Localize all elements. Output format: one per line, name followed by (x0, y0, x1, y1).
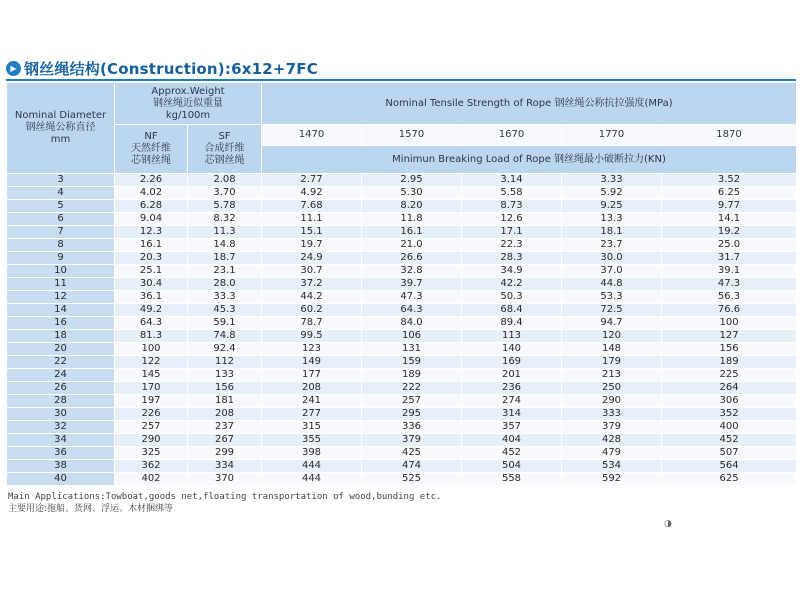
weight-cell: 122 (115, 356, 188, 369)
weight-cell: 2.08 (188, 174, 262, 187)
load-cell: 106 (362, 330, 462, 343)
load-cell: 94.7 (562, 317, 662, 330)
weight-cell: 208 (188, 408, 262, 421)
load-cell: 333 (562, 408, 662, 421)
nf-header (115, 125, 188, 174)
load-cell: 76.6 (662, 304, 797, 317)
load-cell: 444 (262, 473, 362, 486)
load-cell: 23.7 (562, 239, 662, 252)
load-cell: 13.3 (562, 213, 662, 226)
diameter-header-en: Nominal Diameter (14, 110, 107, 121)
weight-cell: 3.70 (188, 187, 262, 200)
load-cell: 18.1 (562, 226, 662, 239)
weight-cell: 4.02 (115, 187, 188, 200)
table-row (7, 460, 797, 473)
load-cell: 3.33 (562, 174, 662, 187)
load-cell: 84.0 (362, 317, 462, 330)
load-cell: 274 (462, 395, 562, 408)
tensile-header: Nominal Tensile Strength of Rope 钢丝绳公称抗拉强度(MPa) (262, 83, 797, 125)
load-cell: 78.7 (262, 317, 362, 330)
diameter-cell: 14 (7, 304, 115, 317)
weight-cell: 18.7 (188, 252, 262, 265)
nf-cn-2: 芯钢丝绳 (131, 155, 171, 166)
diameter-cell: 7 (7, 226, 115, 239)
load-cell: 355 (262, 434, 362, 447)
load-cell: 425 (362, 447, 462, 460)
load-cell: 5.92 (562, 187, 662, 200)
load-cell: 22.3 (462, 239, 562, 252)
table-row (7, 252, 797, 265)
diameter-cell: 10 (7, 265, 115, 278)
weight-cell: 290 (115, 434, 188, 447)
weight-cell: 36.1 (115, 291, 188, 304)
table-row (7, 434, 797, 447)
diameter-cell: 24 (7, 369, 115, 382)
diameter-cell: 36 (7, 447, 115, 460)
weight-cell: 59.1 (188, 317, 262, 330)
load-cell: 19.7 (262, 239, 362, 252)
diameter-cell: 6 (7, 213, 115, 226)
weight-cell: 362 (115, 460, 188, 473)
table-row (7, 239, 797, 252)
load-cell: 53.3 (562, 291, 662, 304)
weight-cell: 25.1 (115, 265, 188, 278)
weight-cell: 156 (188, 382, 262, 395)
table-row (7, 447, 797, 460)
load-cell: 592 (562, 473, 662, 486)
load-cell: 25.0 (662, 239, 797, 252)
load-cell: 11.1 (262, 213, 362, 226)
load-cell: 379 (562, 421, 662, 434)
load-cell: 379 (362, 434, 462, 447)
table-row (7, 187, 797, 200)
load-cell: 131 (362, 343, 462, 356)
load-cell: 222 (362, 382, 462, 395)
weight-cell: 14.8 (188, 239, 262, 252)
load-cell: 5.58 (462, 187, 562, 200)
table-row (7, 395, 797, 408)
load-cell: 113 (462, 330, 562, 343)
table-row (7, 304, 797, 317)
load-cell: 250 (562, 382, 662, 395)
load-cell: 17.1 (462, 226, 562, 239)
load-cell: 428 (562, 434, 662, 447)
load-cell: 12.6 (462, 213, 562, 226)
weight-cell: 9.04 (115, 213, 188, 226)
load-cell: 7.68 (262, 200, 362, 213)
load-cell: 4.92 (262, 187, 362, 200)
load-cell: 336 (362, 421, 462, 434)
diameter-cell: 12 (7, 291, 115, 304)
load-cell: 5.30 (362, 187, 462, 200)
load-cell: 179 (562, 356, 662, 369)
load-cell: 352 (662, 408, 797, 421)
load-cell: 357 (462, 421, 562, 434)
sf-header (188, 125, 262, 174)
weight-cell: 181 (188, 395, 262, 408)
weight-cell: 30.4 (115, 278, 188, 291)
load-cell: 564 (662, 460, 797, 473)
diameter-header-cn: 钢丝绳公称直径 (25, 122, 96, 133)
weight-cell: 145 (115, 369, 188, 382)
load-cell: 3.52 (662, 174, 797, 187)
sf-cn-2: 芯钢丝绳 (204, 155, 245, 166)
title-text: 钢丝绳结构(Construction):6x12+7FC (24, 59, 318, 78)
load-cell: 44.2 (262, 291, 362, 304)
diameter-cell: 40 (7, 473, 115, 486)
grade-1670: 1670 (462, 125, 562, 146)
diameter-cell: 8 (7, 239, 115, 252)
weight-cell: 92.4 (188, 343, 262, 356)
nf-label: NF (144, 131, 158, 142)
load-cell: 16.1 (362, 226, 462, 239)
load-cell: 31.7 (662, 252, 797, 265)
load-cell: 257 (362, 395, 462, 408)
load-cell: 50.3 (462, 291, 562, 304)
load-cell: 99.5 (262, 330, 362, 343)
sf-cn-1: 合成纤维 (204, 143, 245, 154)
weight-cell: 12.3 (115, 226, 188, 239)
table-row (7, 226, 797, 239)
load-cell: 225 (662, 369, 797, 382)
grade-1870: 1870 (662, 125, 797, 146)
diameter-header-unit: mm (50, 134, 71, 145)
decorative-mark: ◑ (664, 519, 672, 529)
load-cell: 236 (462, 382, 562, 395)
table-row (7, 330, 797, 343)
load-cell: 404 (462, 434, 562, 447)
load-cell: 201 (462, 369, 562, 382)
diameter-cell: 38 (7, 460, 115, 473)
load-cell: 295 (362, 408, 462, 421)
load-cell: 9.25 (562, 200, 662, 213)
table-row (7, 213, 797, 226)
load-cell: 189 (362, 369, 462, 382)
load-cell: 315 (262, 421, 362, 434)
load-cell: 264 (662, 382, 797, 395)
play-circle-icon: ▶ (6, 61, 21, 76)
load-cell: 32.8 (362, 265, 462, 278)
weight-cell: 5.78 (188, 200, 262, 213)
load-cell: 34.9 (462, 265, 562, 278)
spec-table (6, 82, 797, 486)
table-row (7, 291, 797, 304)
diameter-cell: 22 (7, 356, 115, 369)
load-cell: 625 (662, 473, 797, 486)
load-cell: 558 (462, 473, 562, 486)
load-cell: 100 (662, 317, 797, 330)
diameter-cell: 34 (7, 434, 115, 447)
load-cell: 525 (362, 473, 462, 486)
load-cell: 28.3 (462, 252, 562, 265)
load-cell: 11.8 (362, 213, 462, 226)
load-cell: 208 (262, 382, 362, 395)
load-cell: 504 (462, 460, 562, 473)
load-cell: 149 (262, 356, 362, 369)
grade-1770: 1770 (562, 125, 662, 146)
weight-header (115, 83, 262, 125)
load-cell: 60.2 (262, 304, 362, 317)
diameter-cell: 4 (7, 187, 115, 200)
weight-cell: 16.1 (115, 239, 188, 252)
table-row (7, 343, 797, 356)
table-row (7, 265, 797, 278)
load-cell: 169 (462, 356, 562, 369)
load-cell: 444 (262, 460, 362, 473)
load-cell: 64.3 (362, 304, 462, 317)
load-cell: 3.14 (462, 174, 562, 187)
table-row (7, 317, 797, 330)
load-cell: 148 (562, 343, 662, 356)
diameter-cell: 32 (7, 421, 115, 434)
weight-cell: 325 (115, 447, 188, 460)
weight-cell: 100 (115, 343, 188, 356)
load-cell: 47.3 (662, 278, 797, 291)
weight-cell: 334 (188, 460, 262, 473)
load-cell: 452 (462, 447, 562, 460)
table-row (7, 382, 797, 395)
load-cell: 30.7 (262, 265, 362, 278)
weight-header-unit: kg/100m (165, 109, 211, 121)
notes (8, 491, 441, 515)
load-cell: 452 (662, 434, 797, 447)
load-cell: 37.0 (562, 265, 662, 278)
grade-1570: 1570 (362, 125, 462, 146)
weight-cell: 257 (115, 421, 188, 434)
load-cell: 534 (562, 460, 662, 473)
load-cell: 2.95 (362, 174, 462, 187)
breaking-header: Minimun Breaking Load of Rope 钢丝绳最小破断拉力(KN) (262, 146, 797, 174)
title-underline (6, 79, 796, 81)
load-cell: 39.7 (362, 278, 462, 291)
sf-label: SF (218, 131, 231, 142)
load-cell: 42.2 (462, 278, 562, 291)
weight-cell: 226 (115, 408, 188, 421)
load-cell: 156 (662, 343, 797, 356)
load-cell: 177 (262, 369, 362, 382)
notes-en: Main Applications:Towboat,goods net,floating transportation of wood,bunding etc. (8, 492, 442, 502)
weight-cell: 28.0 (188, 278, 262, 291)
load-cell: 123 (262, 343, 362, 356)
table-row (7, 369, 797, 382)
load-cell: 127 (662, 330, 797, 343)
weight-cell: 45.3 (188, 304, 262, 317)
weight-header-cn: 钢丝绳近似重量 (153, 97, 223, 109)
load-cell: 6.25 (662, 187, 797, 200)
nf-cn-1: 天然纤维 (131, 143, 171, 154)
weight-cell: 8.32 (188, 213, 262, 226)
load-cell: 39.1 (662, 265, 797, 278)
load-cell: 21.0 (362, 239, 462, 252)
load-cell: 26.6 (362, 252, 462, 265)
weight-cell: 33.3 (188, 291, 262, 304)
load-cell: 507 (662, 447, 797, 460)
diameter-cell: 30 (7, 408, 115, 421)
load-cell: 277 (262, 408, 362, 421)
load-cell: 306 (662, 395, 797, 408)
weight-cell: 237 (188, 421, 262, 434)
table-row (7, 200, 797, 213)
load-cell: 15.1 (262, 226, 362, 239)
load-cell: 290 (562, 395, 662, 408)
weight-cell: 370 (188, 473, 262, 486)
diameter-cell: 28 (7, 395, 115, 408)
load-cell: 47.3 (362, 291, 462, 304)
load-cell: 56.3 (662, 291, 797, 304)
load-cell: 9.77 (662, 200, 797, 213)
weight-cell: 197 (115, 395, 188, 408)
table-row (7, 278, 797, 291)
load-cell: 14.1 (662, 213, 797, 226)
load-cell: 89.4 (462, 317, 562, 330)
weight-cell: 64.3 (115, 317, 188, 330)
load-cell: 19.2 (662, 226, 797, 239)
notes-cn: 主要用途:拖船、货网、浮运、木材捆绑等 (8, 504, 174, 514)
diameter-cell: 18 (7, 330, 115, 343)
weight-cell: 112 (188, 356, 262, 369)
load-cell: 398 (262, 447, 362, 460)
weight-cell: 133 (188, 369, 262, 382)
load-cell: 213 (562, 369, 662, 382)
load-cell: 120 (562, 330, 662, 343)
load-cell: 400 (662, 421, 797, 434)
weight-cell: 20.3 (115, 252, 188, 265)
load-cell: 314 (462, 408, 562, 421)
table-row (7, 356, 797, 369)
table-body (7, 174, 797, 486)
weight-cell: 81.3 (115, 330, 188, 343)
load-cell: 140 (462, 343, 562, 356)
grade-1470: 1470 (262, 125, 362, 146)
weight-cell: 170 (115, 382, 188, 395)
weight-cell: 267 (188, 434, 262, 447)
diameter-cell: 11 (7, 278, 115, 291)
load-cell: 68.4 (462, 304, 562, 317)
load-cell: 37.2 (262, 278, 362, 291)
table-row (7, 174, 797, 187)
load-cell: 72.5 (562, 304, 662, 317)
weight-cell: 49.2 (115, 304, 188, 317)
load-cell: 159 (362, 356, 462, 369)
load-cell: 474 (362, 460, 462, 473)
diameter-cell: 3 (7, 174, 115, 187)
table-row (7, 421, 797, 434)
diameter-cell: 9 (7, 252, 115, 265)
weight-cell: 23.1 (188, 265, 262, 278)
load-cell: 241 (262, 395, 362, 408)
load-cell: 2.77 (262, 174, 362, 187)
load-cell: 44.8 (562, 278, 662, 291)
weight-cell: 6.28 (115, 200, 188, 213)
diameter-cell: 16 (7, 317, 115, 330)
table-row (7, 473, 797, 486)
table-row (7, 408, 797, 421)
weight-cell: 74.8 (188, 330, 262, 343)
load-cell: 189 (662, 356, 797, 369)
diameter-cell: 5 (7, 200, 115, 213)
weight-header-en: Approx.Weight (151, 85, 225, 97)
weight-cell: 2.26 (115, 174, 188, 187)
load-cell: 8.73 (462, 200, 562, 213)
load-cell: 8.20 (362, 200, 462, 213)
section-title (6, 58, 318, 78)
load-cell: 24.9 (262, 252, 362, 265)
weight-cell: 299 (188, 447, 262, 460)
load-cell: 479 (562, 447, 662, 460)
load-cell: 30.0 (562, 252, 662, 265)
diameter-cell: 20 (7, 343, 115, 356)
diameter-header (7, 83, 115, 174)
weight-cell: 11.3 (188, 226, 262, 239)
diameter-cell: 26 (7, 382, 115, 395)
weight-cell: 402 (115, 473, 188, 486)
